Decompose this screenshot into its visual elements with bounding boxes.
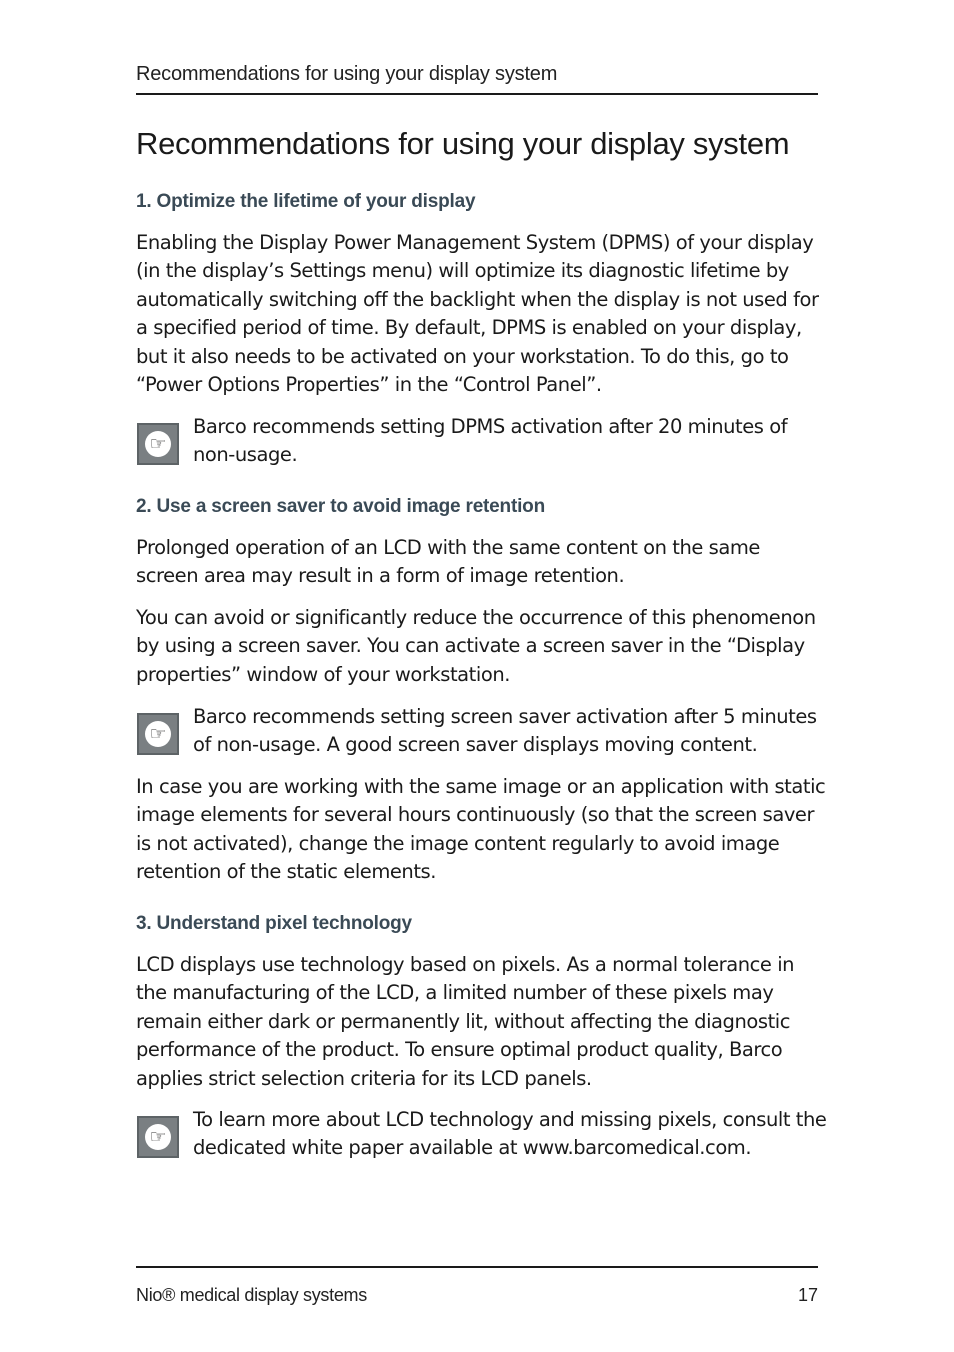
pointing-hand-icon: ☞ bbox=[137, 423, 179, 465]
pointing-hand-icon: ☞ bbox=[137, 713, 179, 755]
pointing-hand-icon: ☞ bbox=[137, 1116, 179, 1158]
section-heading-pixel-technology: 3. Understand pixel technology bbox=[136, 913, 412, 934]
page-number: 17 bbox=[797, 1285, 818, 1305]
running-header: Recommendations for using your display system bbox=[136, 60, 818, 95]
paragraph-image-retention: Prolonged operation of an LCD with the same content on the same screen area may result in a form of image retention. bbox=[136, 536, 760, 588]
note-text: Barco recommends setting DPMS activation after 20 minutes of non-usage. bbox=[193, 415, 788, 467]
paragraph-pixel-technology: LCD displays use technology based on pixels. As a normal tolerance in the manufacturing of the LCD, a limited number of these pixels may remain either dark or permanently lit, without affecting the diagnostic performance of the product. To ensure optimal product quality, Barco applies strict selection criteria for its LCD panels. bbox=[136, 953, 795, 1090]
paragraph-dpms: Enabling the Display Power Management System (DPMS) of your display (in the display’s Settings menu) will optimize its diagnostic lifetime by automatically switching off the backlight when the display is not used for a specified period of time. By default, DPMS is enabled on your display, but it also needs to be activated on your workstation. To do this, go to “Power Options Properties” in the “Control Panel”. bbox=[136, 231, 819, 397]
note-text: Barco recommends setting screen saver activation after 5 minutes of non-usage. A good screen saver displays moving content. bbox=[193, 705, 817, 757]
page-title: Recommendations for using your display system bbox=[136, 126, 790, 161]
section-heading-optimize-lifetime: 1. Optimize the lifetime of your display bbox=[136, 191, 476, 212]
paragraph-screen-saver: You can avoid or significantly reduce the occurrence of this phenomenon by using a screen saver. You can activate a screen saver in the “Display properties” window of your workstation. bbox=[136, 606, 816, 686]
footer-product-name: Nio® medical display systems bbox=[136, 1285, 367, 1305]
note-text: To learn more about LCD technology and missing pixels, consult the dedicated white paper available at www.barcomedical.com. bbox=[193, 1108, 827, 1160]
footer-rule bbox=[136, 1266, 818, 1268]
paragraph-static-content: In case you are working with the same image or an application with static image elements for several hours continuously (so that the screen saver is not activated), change the image content regularly to avoid image retention of the static elements. bbox=[136, 775, 826, 884]
section-heading-screen-saver: 2. Use a screen saver to avoid image retention bbox=[136, 496, 545, 517]
